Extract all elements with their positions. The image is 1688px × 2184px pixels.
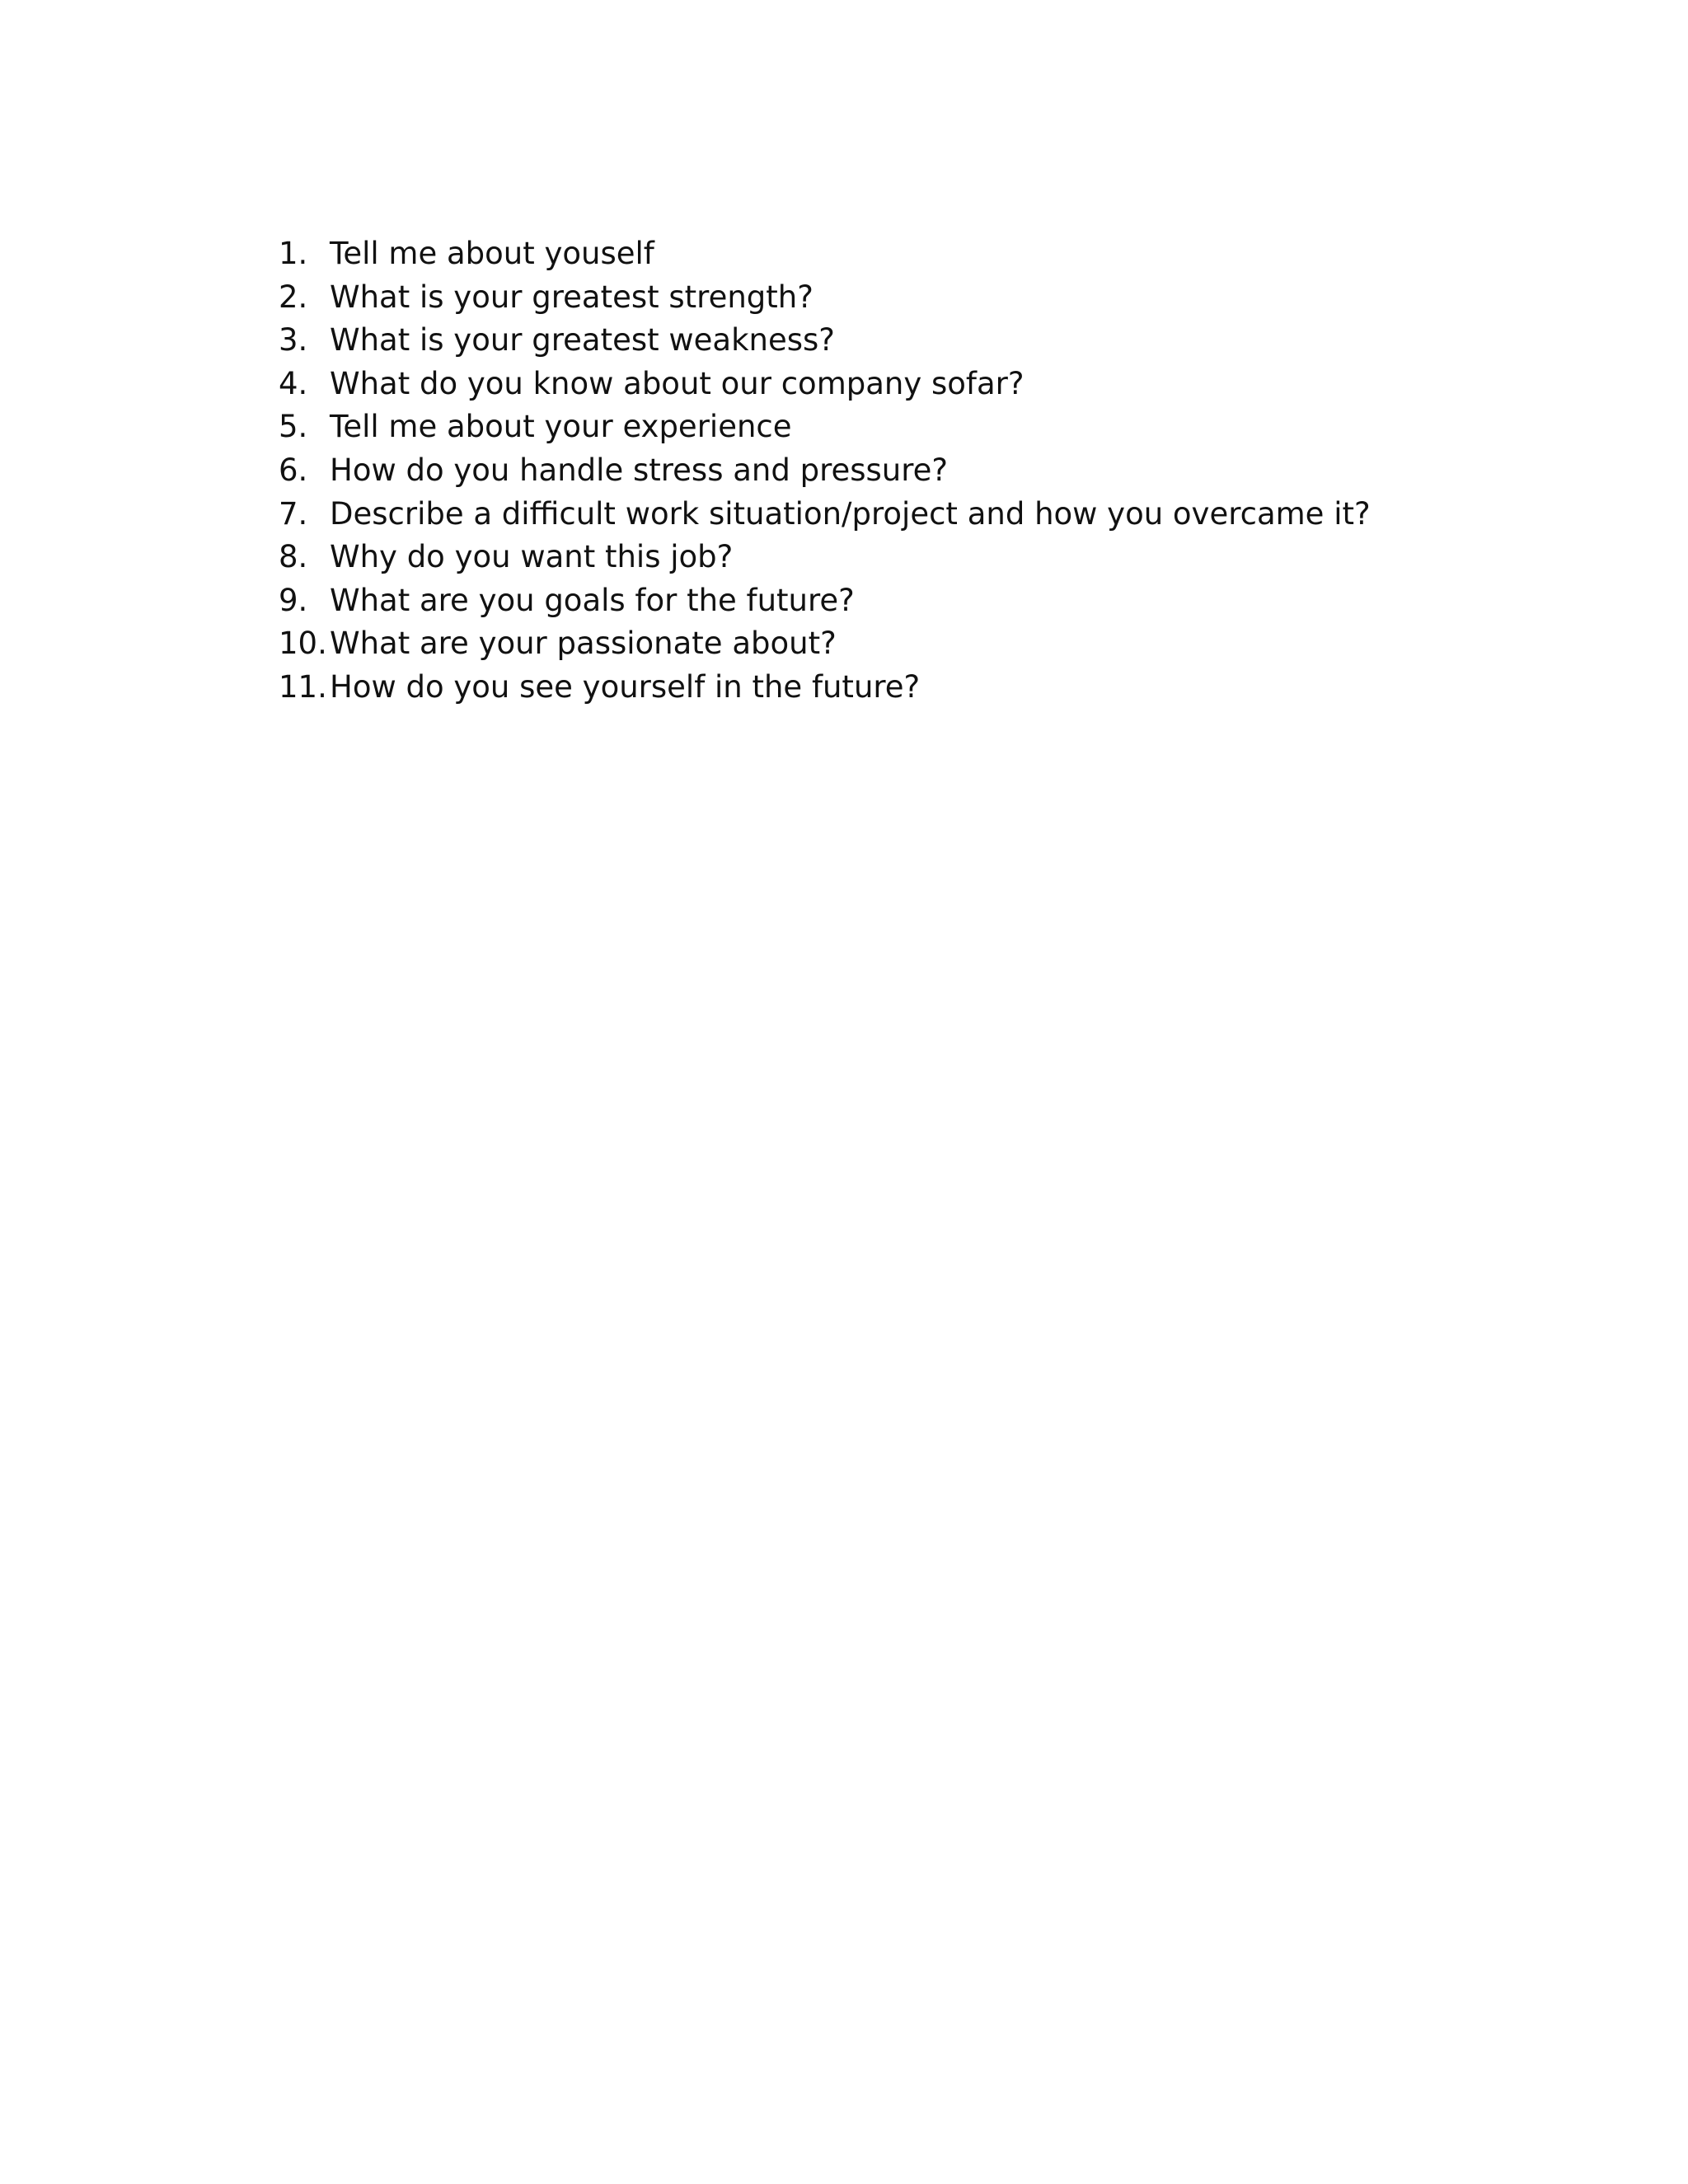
item-number: 9. bbox=[279, 582, 308, 618]
list-item bbox=[279, 276, 1371, 320]
item-number: 7. bbox=[279, 495, 308, 532]
question-list bbox=[279, 232, 1371, 710]
item-text: Describe a difficult work situation/project and how you overcame it? bbox=[330, 495, 1371, 532]
list-item bbox=[279, 666, 1371, 710]
item-number: 3. bbox=[279, 322, 308, 359]
item-text: Tell me about youself bbox=[330, 236, 654, 271]
item-number: 10. bbox=[279, 626, 327, 662]
list-item bbox=[279, 622, 1371, 666]
item-text: What are you goals for the future? bbox=[330, 582, 855, 618]
list-item bbox=[279, 363, 1371, 406]
item-number: 2. bbox=[279, 279, 308, 315]
list-item bbox=[279, 579, 1371, 623]
item-text: What is your greatest strength? bbox=[330, 279, 814, 315]
list-item bbox=[279, 536, 1371, 579]
list-item bbox=[279, 232, 1371, 276]
item-number: 1. bbox=[279, 236, 308, 271]
item-text: What are your passionate about? bbox=[330, 626, 837, 662]
item-number: 11. bbox=[279, 668, 327, 705]
item-text: Tell me about your experience bbox=[330, 409, 792, 445]
item-number: 6. bbox=[279, 452, 308, 488]
list-item bbox=[279, 405, 1371, 449]
item-text: What do you know about our company sofar? bbox=[330, 365, 1025, 401]
item-number: 8. bbox=[279, 539, 308, 575]
list-item bbox=[279, 493, 1371, 537]
item-text: Why do you want this job? bbox=[330, 539, 734, 575]
item-number: 5. bbox=[279, 409, 308, 445]
item-text: How do you handle stress and pressure? bbox=[330, 452, 949, 488]
list-item bbox=[279, 319, 1371, 363]
item-text: How do you see yourself in the future? bbox=[330, 668, 921, 705]
list-item bbox=[279, 449, 1371, 493]
item-text: What is your greatest weakness? bbox=[330, 322, 835, 359]
item-number: 4. bbox=[279, 365, 308, 401]
